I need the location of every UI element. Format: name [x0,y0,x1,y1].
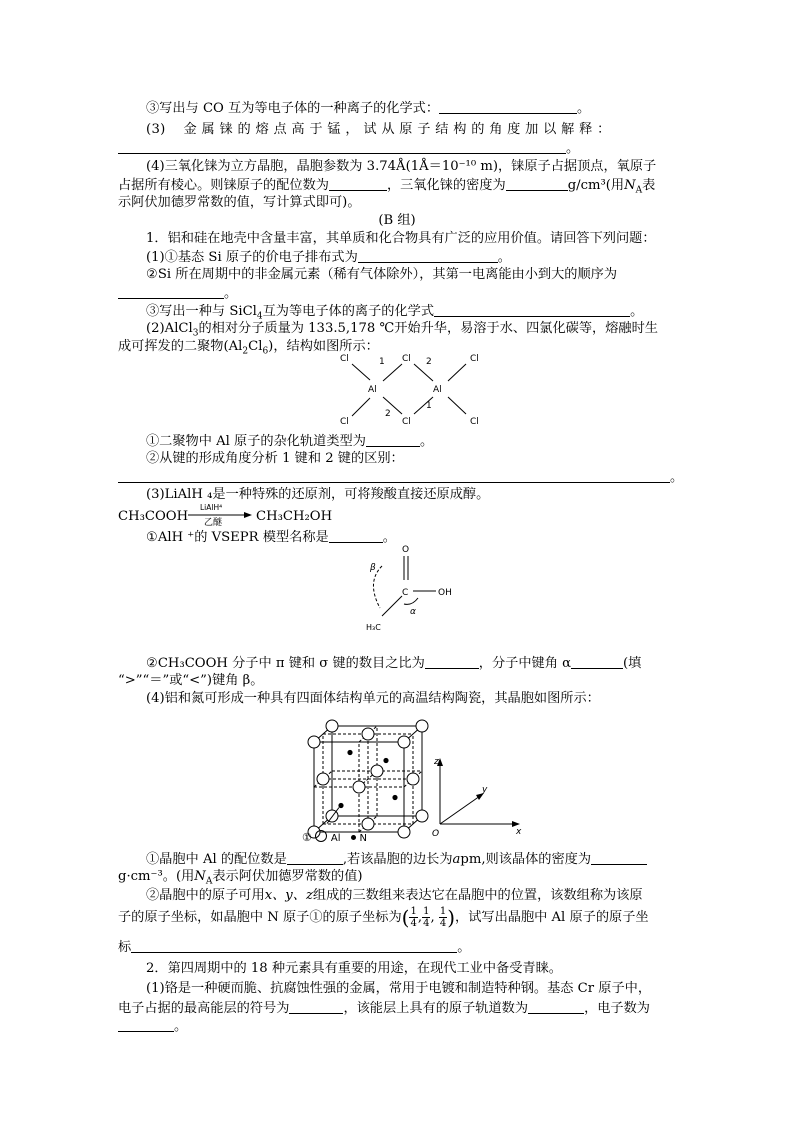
b1-1-2: ②Si 所在周期中的非金属元素（稀有气体除外），其第一电离能由小到大的顺序为 [146,267,618,282]
b1-4-q2-answer: 标 。 [118,940,471,955]
answer-blank[interactable] [329,178,387,191]
al2cl6-dimer-diagram [330,350,500,430]
reaction-arrow [186,500,256,528]
crystal-cell-diagram [298,712,426,842]
b1-4-q1: ①晶胞中 Al 的配位数是 ,若该晶胞的边长为apm,则该晶体的密度为 [146,852,706,866]
b1-2-q1: ①二聚物中 Al 原子的杂化轨道类型为 。 [146,434,434,449]
b1-4-q2-cont: 子的原子坐标，如晶胞中 N 原子①的原子坐标为( $\frac{1}{4}$ , $\frac{1}{4}$ , $\frac{1}{4}$ )，试写出晶胞中 Al 原子的原子坐 [118,905,649,930]
b1-2-2: 成可挥发的二聚物$(Al_2Cl_6)$，结构如图所示： [118,339,379,357]
answer-blank[interactable] [506,178,568,191]
z-axis-label: z [434,757,439,767]
answer-blank[interactable] [118,286,224,299]
x-axis-label: x [516,827,522,837]
al-atom [416,720,428,732]
al-atom [326,720,338,732]
al-label: Al [433,385,442,395]
bond-line [382,596,402,616]
q3-part4-line: (3) 金 属 铼 的 熔 点 高 于 锰 ， 试 从 原 子 结 构 的 角 度 加 以 解 释 ： [146,122,611,137]
al-atom [317,773,329,785]
oxygen-label: O [402,545,410,555]
hydroxyl-label: OH [438,588,452,598]
al-label: Al [368,385,377,395]
y-axis [440,796,480,824]
bond-line [352,398,370,416]
cl-label: Cl [340,354,349,364]
group-b-heading: (B 组) [378,213,416,228]
al-atom [353,781,365,793]
b1-2-q2: ②从键的形成角度分析 1 键和 2 键的区别： [146,451,404,466]
b2-1b-cont: 。 [118,1019,678,1033]
b1-1-2-answer: 。 [118,286,678,300]
al-atom [308,736,320,748]
b1-2-q2-answer: 。 [118,470,678,484]
answer-blank[interactable] [439,101,577,114]
y-axis-label: y [482,785,488,795]
n-atom [383,758,388,763]
b1-4-q2: ②晶胞中的原子可用x、y、z组成的三数组来表达它在晶胞中的位置，该数组称为该原 [146,888,643,903]
answer-blank[interactable] [289,1001,343,1014]
cl-label: Cl [402,417,411,427]
alpha-label: α [410,607,416,617]
answer-blank[interactable] [528,1001,584,1014]
acetic-acid-structure [360,540,470,635]
crystal-legend: ① Al N [302,831,367,844]
al-atom [407,773,419,785]
fraction: $\frac{1}{4}$ [423,906,430,929]
q4-line1: (4)三氧化铼为立方晶胞，晶胞参数为 3.74Å(1Å＝10⁻¹⁰ m)，铼原子占据顶点，氧原子 [146,159,657,174]
al-atom [362,728,374,740]
n-atom [392,795,397,800]
bond-line [383,364,402,381]
answer-blank[interactable] [131,940,457,953]
bond-1-label: 1 [426,401,432,411]
fraction: $\frac{1}{4}$ [410,906,417,929]
b1-1-1: (1)①基态 Si 原子的价电子排布式为 。 [146,250,511,265]
al-atom [416,810,428,822]
carbon-label: C [402,588,409,598]
bond-line [352,364,370,380]
solvent-label: 乙醚 [204,518,223,528]
b1-intro: 1．铝和硅在地壳中含量丰富，其单质和化合物具有广泛的应用价值。请回答下列问题： [146,231,656,246]
b1-1-3: ③写出一种与 SiCl$_4$互为等电子体的离子的化学式 。 [146,304,644,322]
bond-line [448,364,466,381]
cl-label: Cl [470,354,479,364]
answer-blank[interactable] [366,434,420,447]
n-atom [347,750,352,755]
q3-part3-line: ③写出与 CO 互为等电子体的一种离子的化学式： 。 [146,101,591,116]
q4-line2: 占据所有棱心。则铼原子的配位数为 ，三氧化铼的密度为 g/cm³(用$N_A$表 [118,178,656,196]
answer-blank[interactable] [591,852,647,865]
origin-label: O [432,829,440,839]
b1-3-q2-cont: “>”“＝”或“<”)键角 β。 [118,673,264,688]
methyl-label: H₃C [366,623,381,632]
cl-label: Cl [340,417,349,427]
reagent-label: LiAlH⁴ [200,503,223,512]
b2-intro: 2．第四周期中的 18 种元素具有重要的用途，在现代工业中备受青睐。 [146,961,562,976]
b2-1b: 电子占据的最高能层的符号为 ，该能层上具有的原子轨道数为 ，电子数为 [118,1001,650,1016]
answer-blank[interactable] [118,141,566,154]
reaction-equation: CH₃COOH [118,509,189,524]
angle-alpha-arc [404,598,418,604]
b1-3-intro: (3)LiAlH ₄是一种特殊的还原剂，可将羧酸直接还原成醇。 [146,487,490,502]
q4-line3: 示阿伏加德罗常数的值，写计算式即可)。 [118,195,361,210]
answer-blank[interactable] [287,852,343,865]
n-atom [338,803,343,808]
cl-label: Cl [402,354,411,364]
al-atom [398,736,410,748]
bond-line [448,397,466,414]
b1-4-q1-cont: g·cm⁻³。(用$N_A$表示阿伏加德罗常数的值) [118,869,363,887]
answer-blank[interactable] [434,304,630,317]
al-atom [371,765,383,777]
b1-2-1: (2)AlCl$_3$的相对分子质量为 133.5,178 ℃开始升华，易溶于水、四氯化碳等，熔融时生 [146,321,658,339]
cl-label: Cl [470,417,479,427]
b2-1a: (1)铬是一种硬而脆、抗腐蚀性强的金属，常用于电镀和制造特种钢。基态 Cr 原子中， [146,981,652,996]
bond-2-label: 2 [385,409,391,419]
reaction-product: CH₃CH₂OH [256,509,333,524]
beta-label: β [370,563,376,573]
answer-blank[interactable] [118,1019,174,1032]
arrow-head [244,512,252,518]
q3-part4-answer-line: 。 [118,141,678,155]
b1-4-intro: (4)铝和氮可形成一种具有四面体结构单元的高温结构陶瓷，其晶胞如图所示： [146,691,600,706]
b1-3-q1: ①AlH ⁺的 VSEPR 模型名称是 。 [146,530,396,545]
al-atom [362,818,374,830]
answer-blank[interactable] [358,250,498,263]
bond-1-label: 1 [379,357,385,367]
b1-3-q2: ②CH₃COOH 分子中 π 键和 σ 键的数目之比为 ，分子中键角 α (填 [146,656,642,671]
answer-blank[interactable] [571,656,623,669]
answer-blank[interactable] [118,470,670,483]
fraction: $\frac{1}{4}$ [439,906,447,929]
answer-blank[interactable] [425,656,479,669]
n-legend-dot [351,835,356,840]
al-legend-circle [315,830,327,842]
bond-2-label: 2 [426,357,432,367]
